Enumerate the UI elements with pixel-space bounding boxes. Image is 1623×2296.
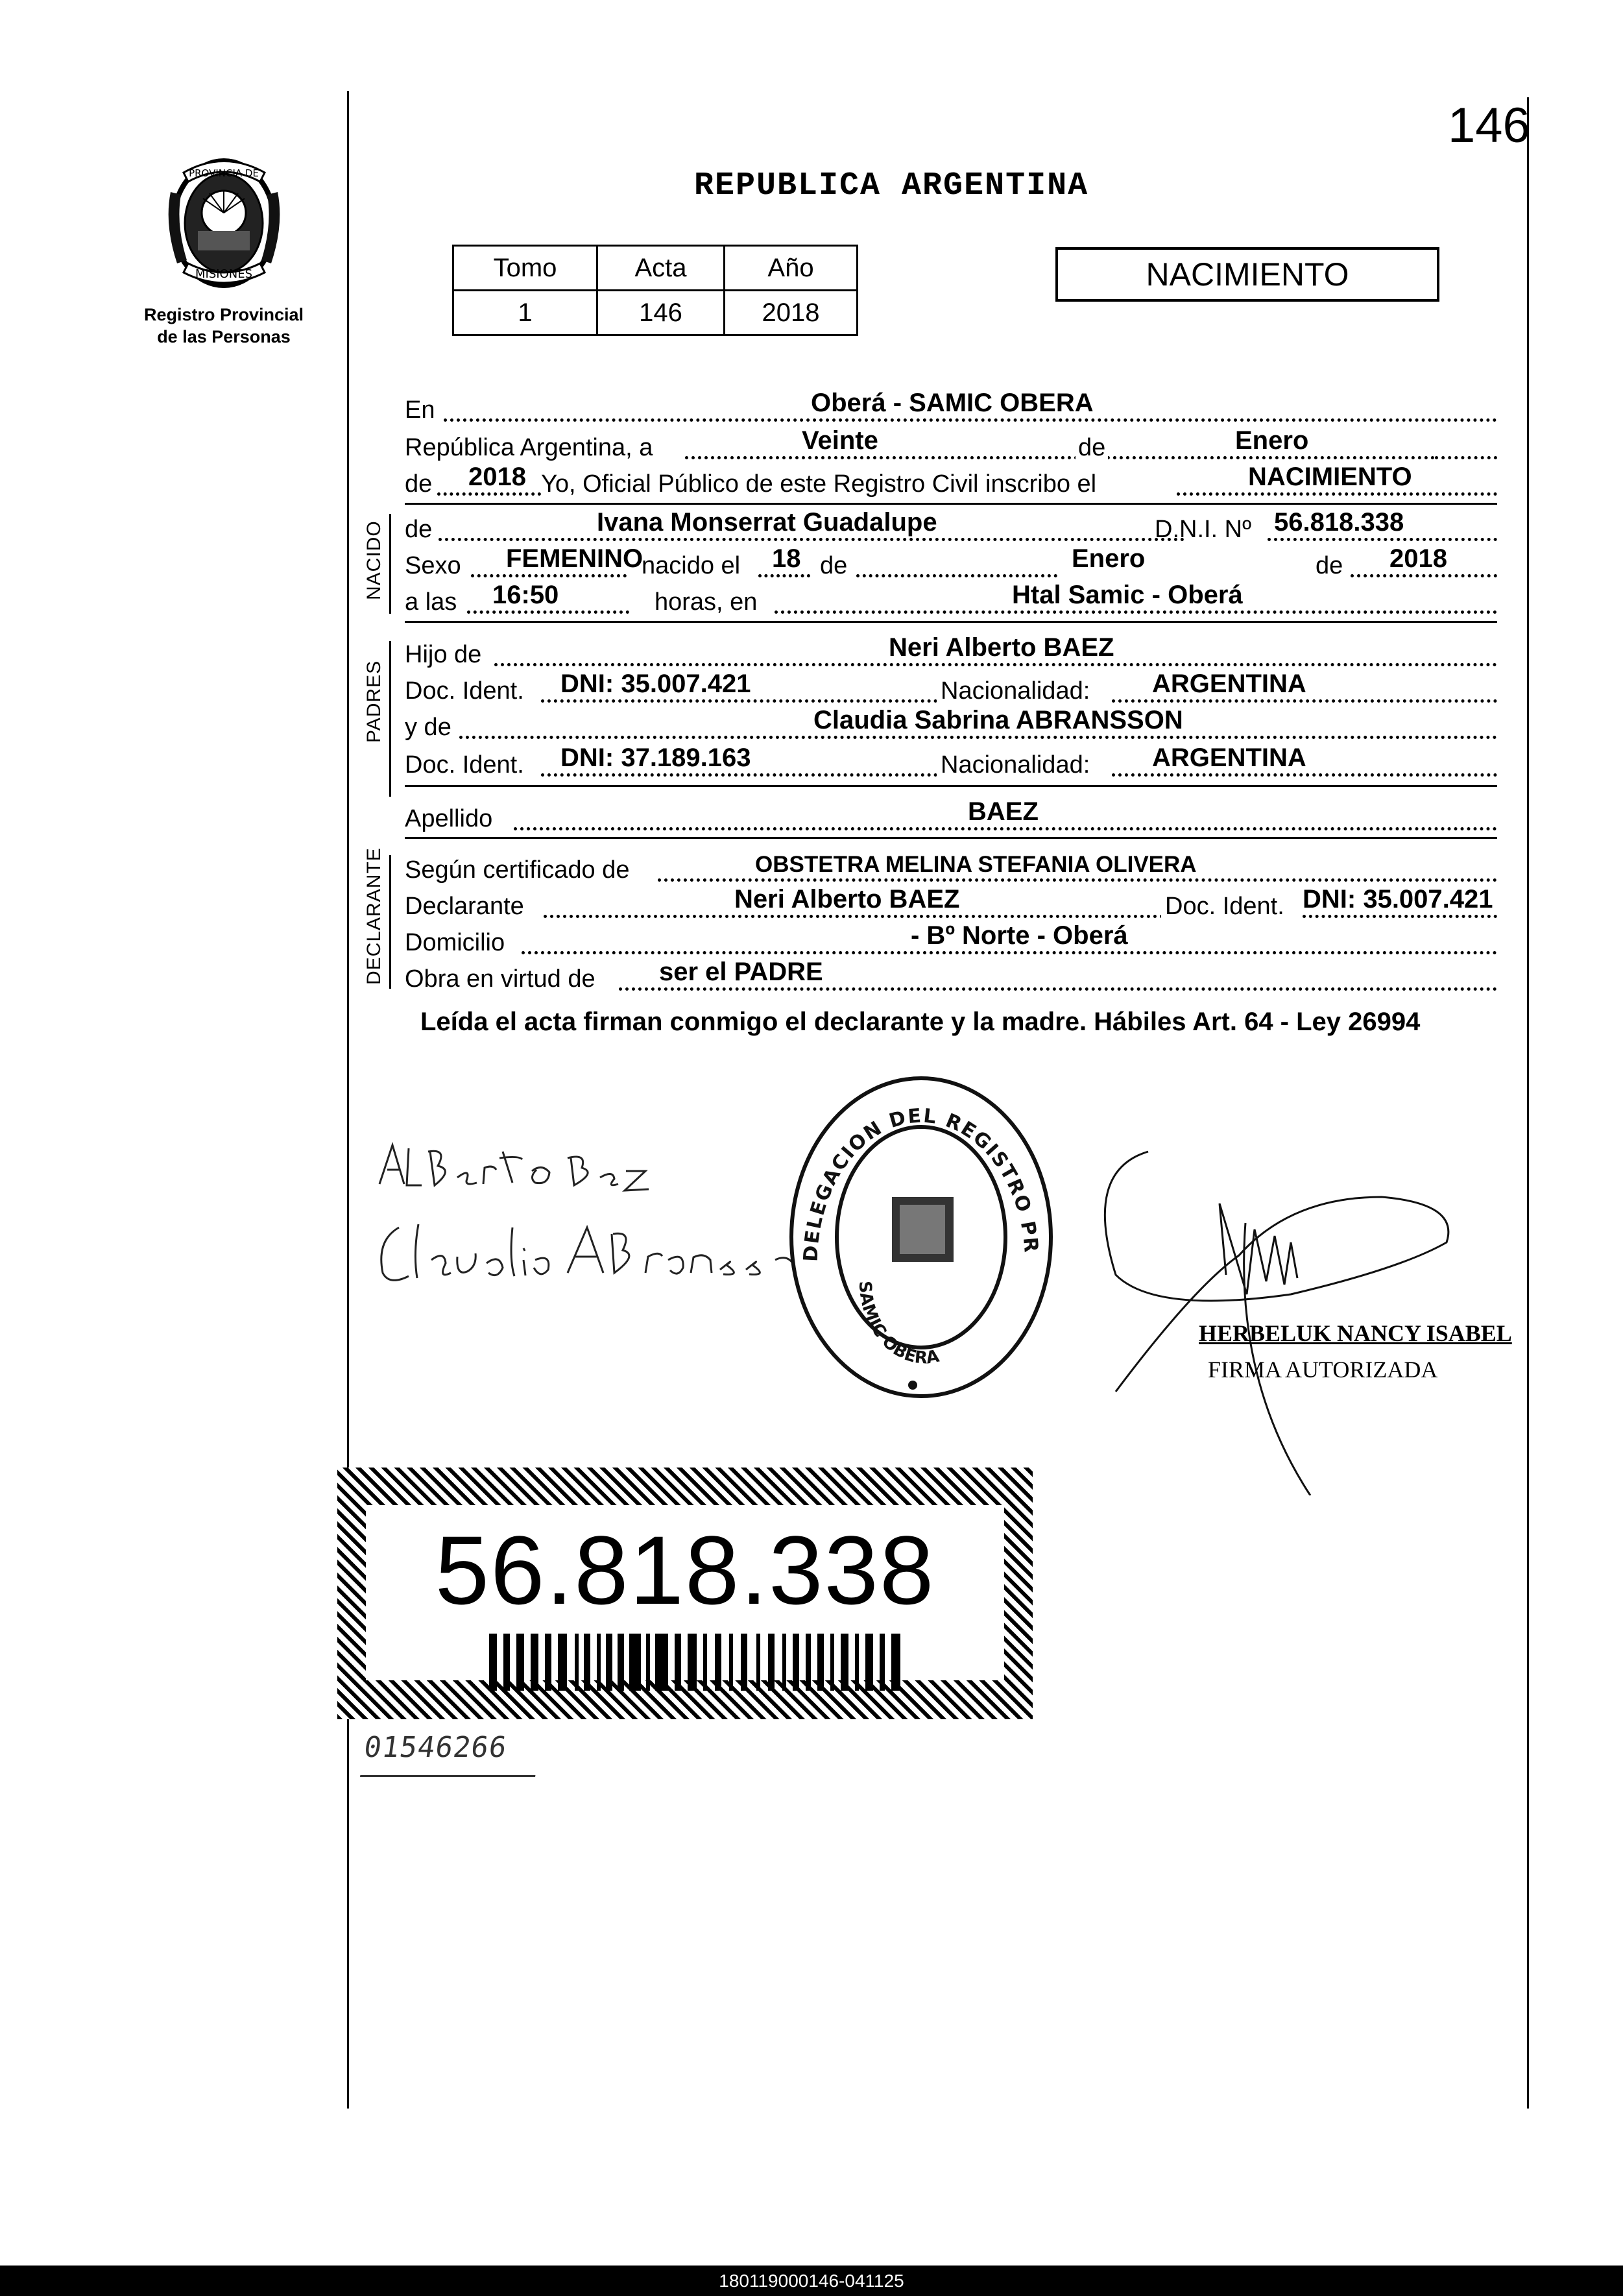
document-title: REPUBLICA ARGENTINA bbox=[694, 167, 1089, 204]
declarante-doc-value: DNI: 35.007.421 bbox=[1303, 885, 1493, 913]
header-tomo: Tomo bbox=[453, 246, 597, 291]
horas-label: horas, en bbox=[655, 588, 758, 616]
page-number: 146 bbox=[1448, 98, 1530, 153]
value-acta: 146 bbox=[597, 291, 725, 335]
domicilio-label: Domicilio bbox=[405, 929, 505, 956]
header-acta: Acta bbox=[597, 246, 725, 291]
birth-month-value: Enero bbox=[1072, 544, 1146, 573]
obra-value: ser el PADRE bbox=[659, 958, 823, 986]
seal-top-text: PROVINCIA DE bbox=[189, 167, 259, 179]
row-father-doc bbox=[405, 669, 1497, 705]
sexo-label: Sexo bbox=[405, 552, 461, 579]
day-value: Veinte bbox=[802, 426, 878, 455]
left-margin-line bbox=[347, 91, 349, 2109]
org-label-line2: de las Personas bbox=[157, 327, 291, 346]
right-margin-line bbox=[1527, 97, 1529, 2109]
birth-year-value: 2018 bbox=[1389, 544, 1447, 573]
row-domicilio bbox=[405, 921, 1497, 957]
mother-nationality-value: ARGENTINA bbox=[1152, 743, 1306, 772]
en-value: Oberá - SAMIC OBERA bbox=[811, 389, 1094, 417]
record-table-header-row bbox=[453, 246, 858, 291]
barcode-number: 56.818.338 bbox=[435, 1516, 935, 1625]
month-value: Enero bbox=[1235, 426, 1309, 455]
row-obra bbox=[405, 957, 1497, 993]
barcode-bars bbox=[489, 1634, 904, 1691]
republica-label: República Argentina, a bbox=[405, 434, 653, 461]
inscribo-label: Yo, Oficial Público de este Registro Civil inscribo el bbox=[541, 470, 1097, 498]
row-nacido-sexo bbox=[405, 544, 1497, 580]
y-de-label: y de bbox=[405, 714, 451, 741]
barcode-inner bbox=[366, 1505, 1004, 1680]
nacido-name-value: Ivana Monserrat Guadalupe bbox=[597, 508, 937, 537]
closing-note: Leída el acta firman conmigo el declarante y la madre. Hábiles Art. 64 - Ley 26994 bbox=[420, 1008, 1421, 1036]
row-nacido-nombre bbox=[405, 507, 1497, 544]
year-value: 2018 bbox=[468, 463, 526, 491]
value-tomo: 1 bbox=[453, 291, 597, 335]
value-ano: 2018 bbox=[725, 291, 858, 335]
nacido-section-label: NACIDO bbox=[363, 520, 385, 600]
father-value: Neri Alberto BAEZ bbox=[889, 633, 1114, 662]
mother-value: Claudia Sabrina ABRANSSON bbox=[813, 706, 1183, 734]
row-nacido-hora bbox=[405, 580, 1497, 616]
org-label-line1: Registro Provincial bbox=[143, 305, 304, 324]
mother-signature bbox=[373, 1208, 801, 1299]
father-doc-value: DNI: 35.007.421 bbox=[560, 670, 751, 698]
a-las-label: a las bbox=[405, 588, 457, 616]
official-stamp bbox=[782, 1067, 1061, 1405]
apellido-value: BAEZ bbox=[968, 797, 1039, 826]
de2-label: de bbox=[405, 470, 433, 498]
padres-section-label: PADRES bbox=[363, 660, 385, 743]
nacido-dni-value: 56.818.338 bbox=[1274, 508, 1404, 537]
obra-label: Obra en virtud de bbox=[405, 965, 595, 993]
inscribo-value: NACIMIENTO bbox=[1248, 463, 1412, 491]
de-label: de bbox=[1076, 434, 1108, 462]
place-value: Htal Samic - Oberá bbox=[1012, 581, 1243, 609]
row-hijo-de bbox=[405, 633, 1497, 669]
row-declarante bbox=[405, 884, 1497, 921]
father-nationality-value: ARGENTINA bbox=[1152, 670, 1306, 698]
declarante-doc-label: Doc. Ident. bbox=[1161, 893, 1288, 921]
apellido-label: Apellido bbox=[405, 805, 493, 832]
nacido-de-label: de bbox=[405, 516, 433, 543]
nacido-el-label: nacido el bbox=[642, 552, 741, 579]
footer-code: 180119000146-041125 bbox=[0, 2266, 1623, 2296]
mother-doc-label: Doc. Ident. bbox=[405, 751, 524, 779]
dni-label: D.N.I. Nº bbox=[1155, 516, 1251, 543]
row-en bbox=[405, 388, 1497, 424]
mother-nationality-label: Nacionalidad: bbox=[937, 751, 1094, 779]
mother-doc-value: DNI: 37.189.163 bbox=[560, 743, 751, 772]
barcode-label bbox=[337, 1468, 1033, 1719]
record-table bbox=[452, 245, 858, 336]
seal-bottom-text: MISIONES bbox=[195, 267, 253, 281]
certificado-label: Según certificado de bbox=[405, 856, 630, 884]
row-certificado bbox=[405, 848, 1497, 884]
sexo-value: FEMENINO bbox=[506, 544, 643, 573]
declarante-section-label: DECLARANTE bbox=[363, 847, 385, 985]
birth-day-value: 18 bbox=[772, 544, 801, 573]
svg-text:SAMIC OBERA bbox=[855, 1281, 941, 1368]
domicilio-value: - Bº Norte - Oberá bbox=[911, 921, 1128, 950]
father-doc-label: Doc. Ident. bbox=[405, 677, 524, 705]
declarante-value: Neri Alberto BAEZ bbox=[734, 885, 960, 913]
birth-de-label: de bbox=[820, 552, 848, 579]
father-signature bbox=[373, 1132, 658, 1203]
father-nationality-label: Nacionalidad: bbox=[937, 677, 1094, 705]
stamp-text: DELEGACION DEL REGISTRO PR bbox=[799, 1104, 1042, 1263]
header-ano: Año bbox=[725, 246, 858, 291]
time-value: 16:50 bbox=[492, 581, 559, 609]
official-name: HERBELUK NANCY ISABEL bbox=[1199, 1320, 1512, 1346]
record-table-value-row bbox=[453, 291, 858, 335]
en-label: En bbox=[405, 396, 435, 424]
row-mother-doc bbox=[405, 743, 1497, 779]
row-inscribo bbox=[405, 462, 1497, 498]
row-y-de bbox=[405, 705, 1497, 742]
stamp-inner-text: SAMIC OBERA bbox=[854, 1280, 941, 1368]
official-title: FIRMA AUTORIZADA bbox=[1208, 1357, 1438, 1383]
declarante-label: Declarante bbox=[405, 893, 524, 920]
province-seal bbox=[158, 153, 291, 293]
org-label bbox=[123, 304, 324, 348]
hijo-de-label: Hijo de bbox=[405, 641, 482, 668]
birth-de-label-2: de bbox=[1316, 552, 1343, 579]
record-type-box: NACIMIENTO bbox=[1055, 247, 1439, 302]
row-apellido bbox=[405, 797, 1497, 833]
serial-number: 01546266 bbox=[360, 1731, 542, 1777]
certificado-value: OBSTETRA MELINA STEFANIA OLIVERA bbox=[755, 852, 1197, 877]
row-fecha bbox=[405, 426, 1497, 462]
